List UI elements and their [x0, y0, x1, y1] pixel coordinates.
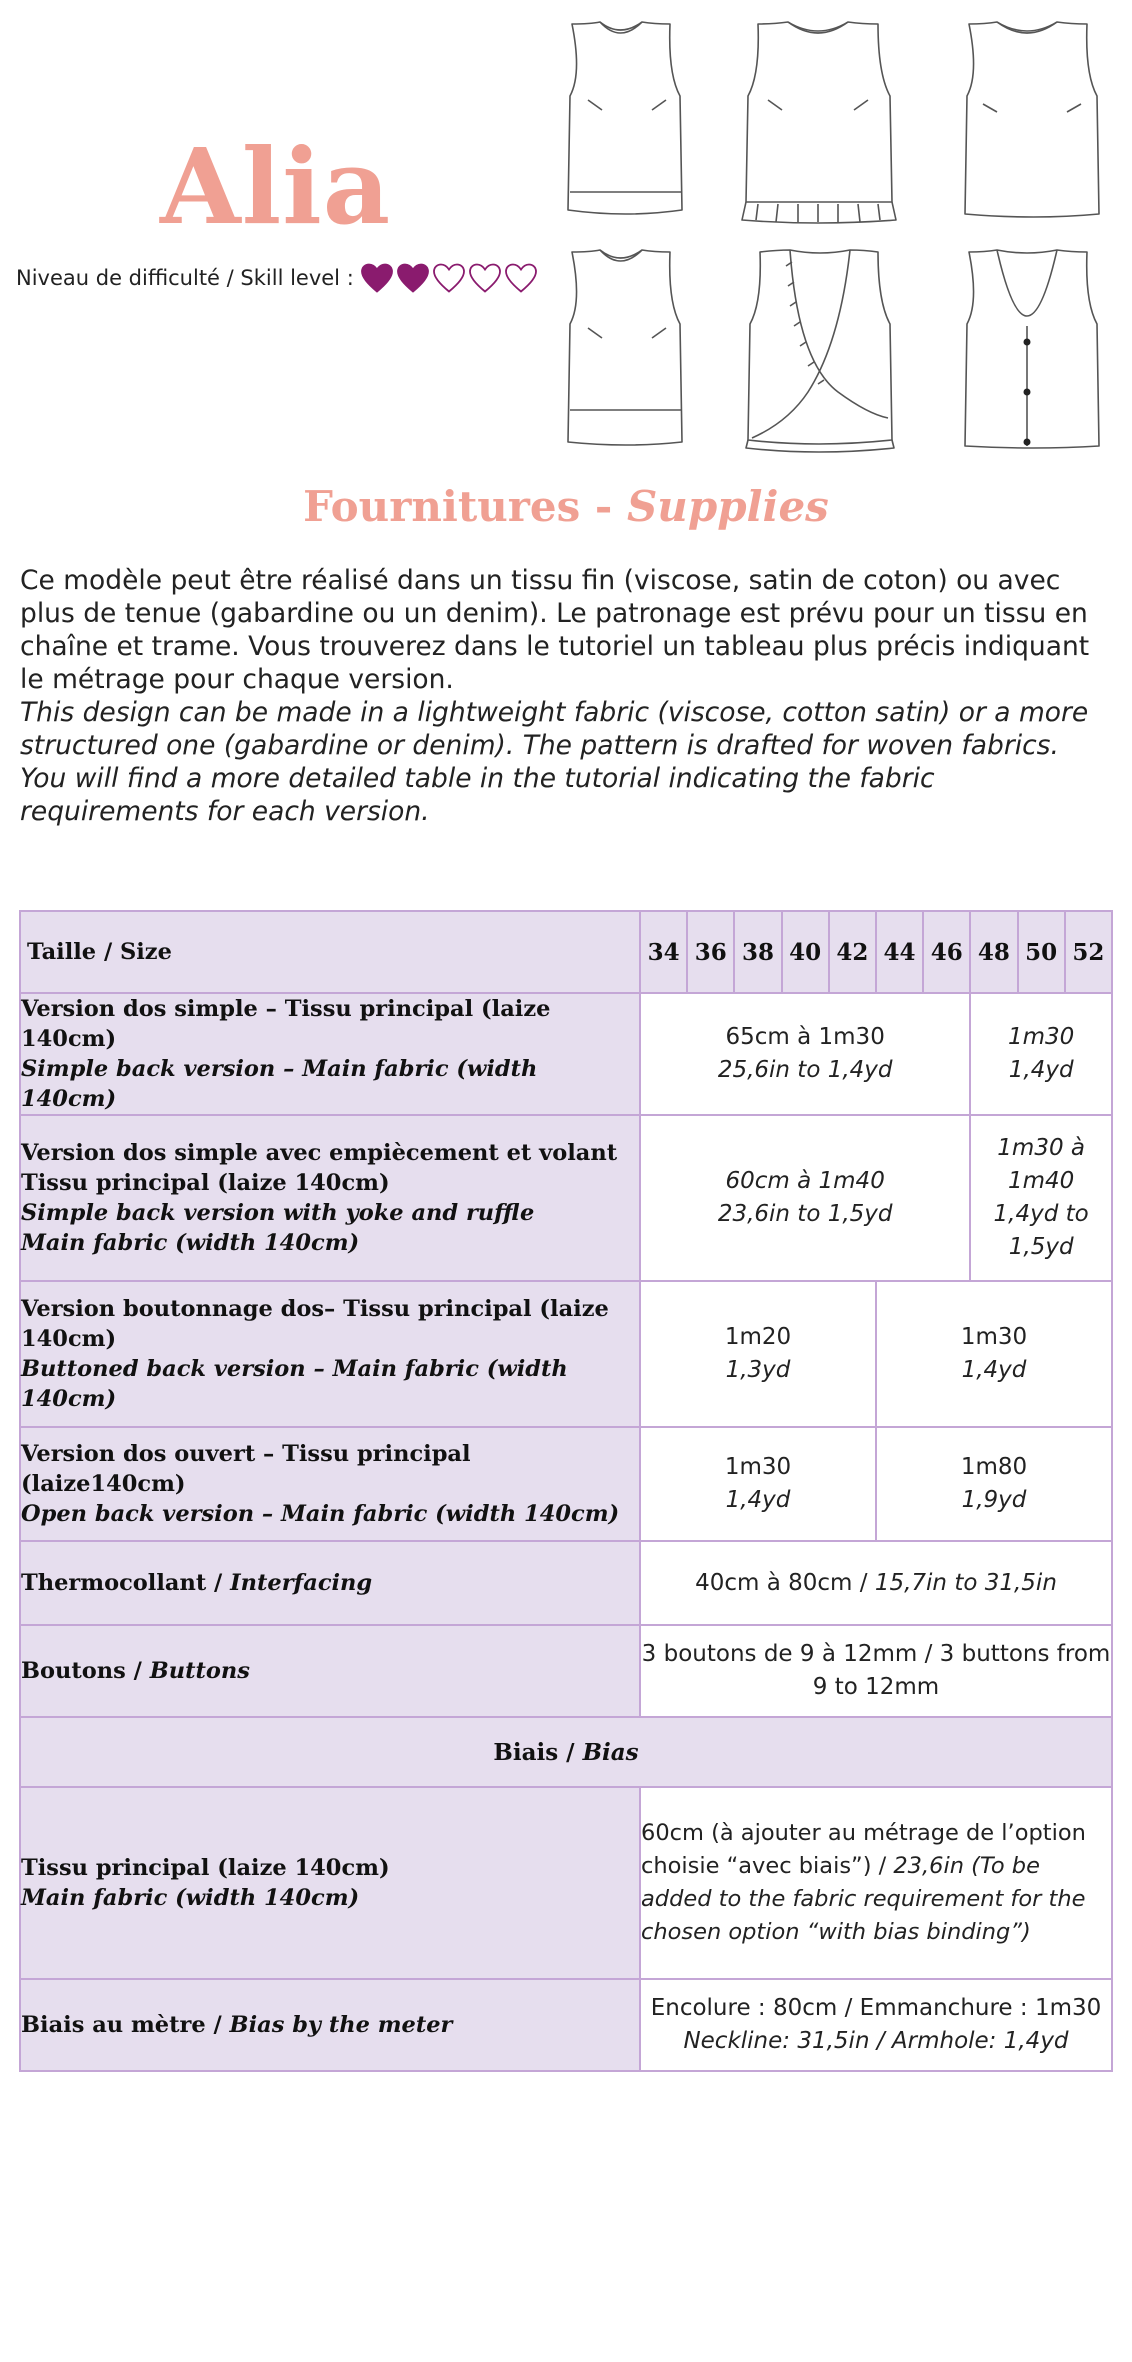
table-row [20, 1787, 1112, 1979]
interfacing-label: Thermocollant / Interfacing [20, 1541, 640, 1625]
row-value-large: 1m30 1,4yd [876, 1281, 1112, 1427]
table-row [20, 1541, 1112, 1625]
garment-illustrations [530, 14, 1120, 454]
bias-meter-label: Biais au mètre / Bias by the meter [20, 1979, 640, 2071]
table-row [20, 1625, 1112, 1717]
bias-meter-value: Encolure : 80cm / Emmanchure : 1m30 Neckline: 31,5in / Armhole: 1,4yd [640, 1979, 1112, 2071]
product-title: Alia [160, 125, 392, 248]
bias-section-heading: Biais / Bias [20, 1717, 1112, 1787]
supplies-heading-en: Supplies [626, 482, 829, 531]
top-buttoned-back-icon [965, 250, 1099, 448]
row-label [20, 993, 640, 1115]
size-34: 34 [640, 911, 687, 993]
row-label: Version dos ouvert – Tissu principal (laize140cm) Open back version – Main fabric (width 140cm) [20, 1427, 640, 1541]
size-46: 46 [923, 911, 970, 993]
row-value-small: 1m30 1,4yd [640, 1427, 876, 1541]
table-row [20, 1427, 1112, 1541]
row-label-en: Simple back version – Main fabric (width 140cm) [21, 1056, 538, 1112]
supplies-heading [0, 482, 1132, 531]
row-value-large: 1m80 1,9yd [876, 1427, 1112, 1541]
top-front-icon [568, 22, 682, 214]
top-plain-front-icon [965, 22, 1099, 217]
row-label-fr: Version dos simple – Tissu principal (laize 140cm) [21, 996, 551, 1052]
row-label: Version dos simple avec empiècement et volant Tissu principal (laize 140cm) Simple back version with yoke and ruffle Main fabric (width 140cm) [20, 1115, 640, 1281]
heart-outline-icon [468, 262, 502, 294]
row-value-small: 1m20 1,3yd [640, 1281, 876, 1427]
buttons-value: 3 boutons de 9 à 12mm / 3 buttons from 9 to 12mm [640, 1625, 1112, 1717]
top-open-back-icon [746, 250, 894, 452]
bias-main-value: 60cm (à ajouter au métrage de l’option choisie “avec biais”) / 23,6in (To be added to the fabric requirement for the chosen option “with bias binding”) [640, 1787, 1112, 1979]
supplies-table [19, 910, 1113, 2072]
size-44: 44 [876, 911, 923, 993]
bias-section-row [20, 1717, 1112, 1787]
size-header-label: Taille / Size [20, 911, 640, 993]
row-value-small: 65cm à 1m30 25,6in to 1,4yd [640, 993, 970, 1115]
size-40: 40 [782, 911, 829, 993]
skill-hearts [360, 262, 538, 294]
size-52: 52 [1065, 911, 1112, 993]
size-42: 42 [829, 911, 876, 993]
heart-filled-icon [360, 262, 394, 294]
intro-text [20, 564, 1120, 828]
skill-level [16, 262, 538, 294]
intro-en-1: This design can be made in a lightweight fabric (viscose, cotton satin) or a more structured one (gabardine or denim). The pattern is drafted for woven fabrics. [20, 697, 1089, 761]
top-yoke-front-icon [568, 250, 682, 445]
buttons-label: Boutons / Buttons [20, 1625, 640, 1717]
table-row [20, 1281, 1112, 1427]
size-header-row [20, 911, 1112, 993]
table-row [20, 1115, 1112, 1281]
row-label: Version boutonnage dos– Tissu principal (laize 140cm) Buttoned back version – Main fabric (width 140cm) [20, 1281, 640, 1427]
top-ruffle-front-icon [742, 22, 896, 223]
table-row [20, 993, 1112, 1115]
intro-en-2: You will find a more detailed table in the tutorial indicating the fabric requirements for each version. [20, 763, 935, 827]
table-row [20, 1979, 1112, 2071]
row-value-small: 60cm à 1m40 23,6in to 1,5yd [640, 1115, 970, 1281]
intro-fr: Ce modèle peut être réalisé dans un tissu fin (viscose, satin de coton) ou avec plus de tenue (gabardine ou un denim). Le patronage est prévu pour un tissu en chaîne et trame. Vous trouverez dans le tutoriel un tableau plus précis indiquant le métrage pour chaque version. [20, 565, 1090, 695]
size-50: 50 [1018, 911, 1065, 993]
size-48: 48 [970, 911, 1017, 993]
interfacing-value: 40cm à 80cm / 15,7in to 31,5in [640, 1541, 1112, 1625]
supplies-heading-fr: Fournitures - [303, 482, 627, 531]
skill-level-label: Niveau de difficulté / Skill level : [16, 266, 354, 290]
heart-outline-icon [432, 262, 466, 294]
size-38: 38 [734, 911, 781, 993]
size-36: 36 [687, 911, 734, 993]
row-value-large: 1m30 1,4yd [970, 993, 1112, 1115]
heart-filled-icon [396, 262, 430, 294]
bias-main-label: Tissu principal (laize 140cm) Main fabric (width 140cm) [20, 1787, 640, 1979]
row-value-large: 1m30 à 1m40 1,4yd to 1,5yd [970, 1115, 1112, 1281]
